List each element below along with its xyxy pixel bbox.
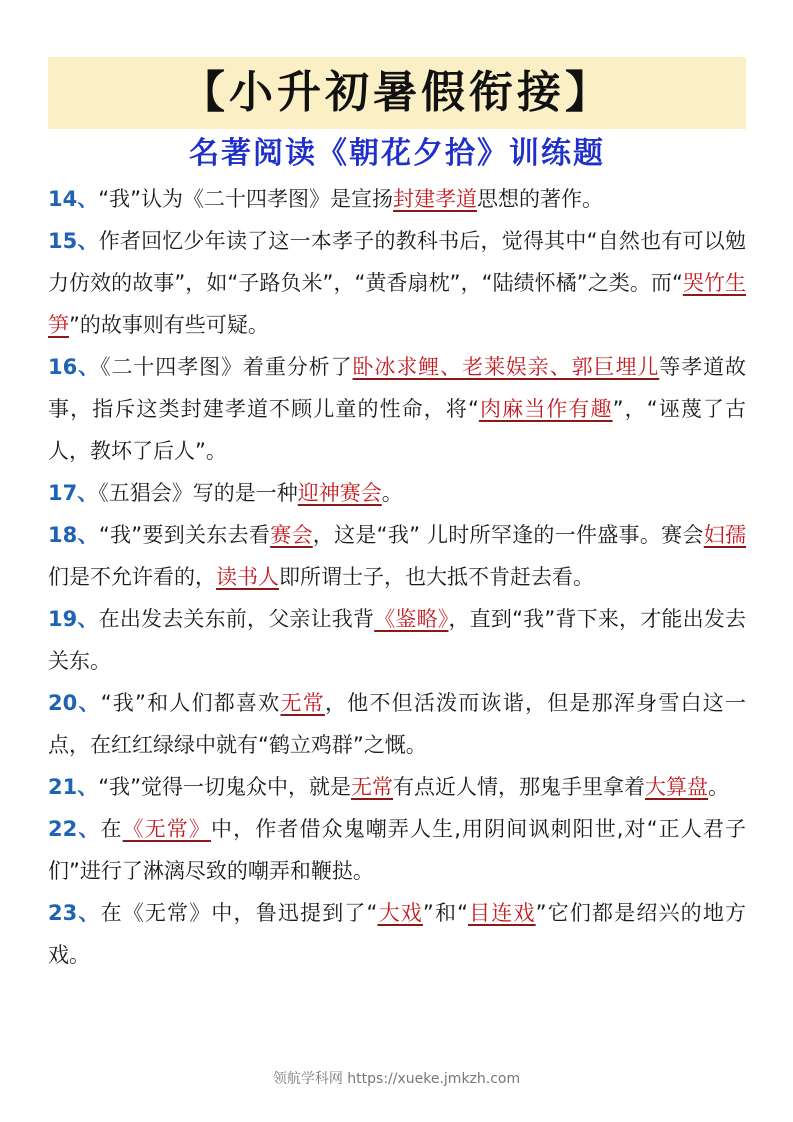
question-text: ”的故事则有些可疑。 [69, 313, 269, 337]
question-number: 14、 [48, 187, 99, 211]
question-number: 15、 [48, 229, 99, 253]
question-16 [48, 346, 746, 472]
question-text: ，直到“我”背下来，才能出发去关东。 [48, 607, 746, 673]
question-text: “我”和人们都喜欢 [100, 691, 281, 715]
question-number: 16、 [48, 355, 101, 379]
question-23 [48, 892, 746, 976]
question-text: 作者回忆少年读了这一本孝子的教科书后，觉得其中“自然也有可以勉力仿效的故事”，如“子路负米”，“黄香扇枕”，“陆绩怀橘”之类。而“ [48, 229, 746, 295]
question-number: 23、 [48, 901, 101, 925]
question-17 [48, 472, 746, 514]
answer-blank: 无常 [351, 775, 393, 799]
answer-blank: 大算盘 [645, 775, 708, 799]
answer-blank: 目连戏 [468, 901, 536, 925]
question-20 [48, 682, 746, 766]
question-text: 等孝道故事，指斥这类封建孝道不顾儿童的性命，将“ [48, 355, 747, 421]
answer-blank: 无常 [280, 691, 325, 715]
question-22 [48, 808, 746, 892]
question-text: 即所谓士子，也大抵不肯赶去看。 [279, 565, 594, 589]
footer-watermark: 领航学科网 https://xueke.jmkzh.com [272, 1071, 521, 1087]
question-text: 。 [381, 481, 403, 505]
question-text: 。 [708, 775, 729, 799]
question-text: “我”觉得一切鬼众中，就是 [98, 775, 351, 799]
question-number: 19、 [48, 607, 99, 631]
question-number: 18、 [48, 523, 99, 547]
answer-blank: 迎神赛会 [297, 481, 382, 505]
answer-blank: 封建孝道 [393, 187, 477, 211]
question-text: 在出发去关东前，父亲让我背 [98, 607, 375, 631]
question-text: 《五猖会》写的是一种 [98, 481, 298, 505]
title-banner [48, 57, 746, 129]
question-text: 有点近人情，那鬼手里拿着 [393, 775, 645, 799]
answer-blank: 赛会 [270, 523, 313, 547]
question-text: ，他不但活泼而诙谐，但是那浑身雪白这一点，在红红绿绿中就有“鹤立鸡群”之慨。 [48, 691, 747, 757]
question-15 [48, 220, 746, 346]
answer-blank: 读书人 [216, 565, 279, 589]
answer-blank: 《无常》 [122, 817, 212, 841]
question-text: 中，作者借众鬼嘲弄人生,用阴间讽刺阳世,对“正人君子们”进行了淋漓尽致的嘲弄和鞭挞。 [48, 817, 747, 883]
question-text: ”它们都是绍兴的地方戏。 [48, 901, 747, 967]
question-number: 17、 [48, 481, 99, 505]
page-subtitle: 名著阅读《朝花夕拾》训练题 [189, 136, 605, 171]
answer-blank: 大戏 [377, 901, 423, 925]
question-18 [48, 514, 746, 598]
question-19 [48, 598, 746, 682]
question-text: 《二十四孝图》着重分析了 [100, 355, 353, 379]
question-number: 22、 [48, 817, 101, 841]
question-text: 在《无常》中，鲁迅提到了“ [100, 901, 378, 925]
page-title: 【小升初暑假衔接】 [181, 67, 613, 118]
answer-blank: 哭竹生笋 [48, 271, 746, 337]
question-text: ”和“ [422, 901, 468, 925]
answer-blank: 妇孺 [703, 523, 747, 547]
question-list [48, 178, 746, 976]
question-text: ”，“诬蔑了古人，教坏了后人”。 [48, 397, 746, 463]
answer-blank: 肉麻当作有趣 [478, 397, 613, 421]
question-21 [48, 766, 746, 808]
question-text: “我”认为《二十四孝图》是宣扬 [98, 187, 393, 211]
answer-blank: 卧冰求鲤、老莱娱亲、郭巨埋儿 [352, 355, 660, 379]
question-text: 在 [100, 817, 123, 841]
answer-blank: 《鉴略》 [374, 607, 449, 631]
question-text: “我”要到关东去看 [98, 523, 271, 547]
question-text: 们是不允许看的， [48, 565, 216, 589]
question-text: 思想的著作。 [477, 187, 603, 211]
question-14 [48, 178, 746, 220]
question-number: 20、 [48, 691, 101, 715]
question-number: 21、 [48, 775, 99, 799]
question-text: ，这是“我” 儿时所罕逢的一件盛事。赛会 [312, 523, 704, 547]
